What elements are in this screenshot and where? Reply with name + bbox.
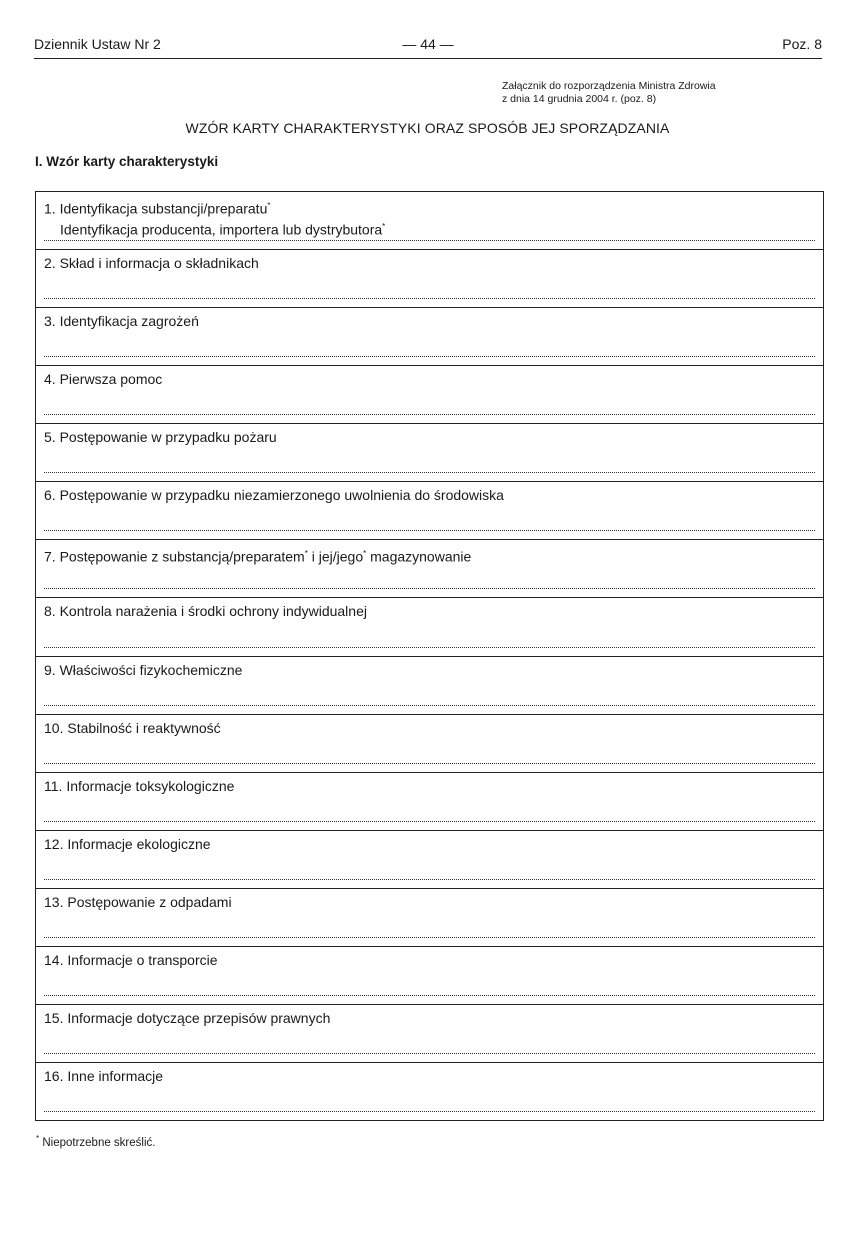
section-7-part-1: 7. Postępowanie z substancją/preparatem [44,549,305,566]
form-section-label: 3. Identyfikacja zagrożeń [44,313,199,330]
safety-data-sheet-form [35,191,824,1121]
section-7-part-3: magazynowanie [366,549,472,566]
dotted-entry-line[interactable] [44,763,815,764]
dotted-entry-line[interactable] [44,530,815,531]
form-section-label: 9. Właściwości fizykochemiczne [44,661,243,678]
form-section-12 [36,831,823,889]
dotted-entry-line[interactable] [44,588,815,589]
form-section-10 [36,715,823,773]
footnote-marker: * [382,221,386,231]
annex-line-2: z dnia 14 grudnia 2004 r. (poz. 8) [502,93,657,105]
footnote [36,1134,155,1149]
footnote-marker: * [267,201,271,210]
form-section-label: 2. Skład i informacja o składnikach [44,255,259,272]
dotted-entry-line[interactable] [44,356,815,357]
section-title: I. Wzór karty charakterystyki [35,154,219,169]
form-section-label: 14. Informacje o transporcie [44,951,218,968]
footnote-marker: * [304,549,308,559]
form-section-11 [36,773,823,831]
form-section-label: 10. Stabilność i reaktywność [44,719,221,736]
section-1-line-1: 1. Identyfikacja substancji/preparatu [44,200,268,217]
dotted-entry-line[interactable] [44,472,815,473]
page-number: — 44 — [402,36,454,52]
footnote-marker: * [363,549,367,559]
footnote-marker: * [36,1134,40,1143]
form-section-label: 6. Postępowanie w przypadku niezamierzonego uwolnienia do środowiska [44,487,504,504]
dotted-entry-line[interactable] [44,414,815,415]
position-number: Poz. 8 [782,36,822,52]
form-section-2 [36,250,823,308]
form-section-label: 4. Pierwsza pomoc [44,371,163,388]
dotted-entry-line[interactable] [44,647,815,648]
section-1-line-2-wrap [44,218,385,239]
form-section-9 [36,657,823,715]
journal-title: Dziennik Ustaw Nr 2 [34,36,161,52]
dotted-entry-line[interactable] [44,240,815,241]
form-section-5 [36,424,823,482]
dotted-entry-line[interactable] [44,879,815,880]
dotted-entry-line[interactable] [44,937,815,938]
dotted-entry-line[interactable] [44,821,815,822]
form-section-4 [36,366,823,424]
form-section-label: 12. Informacje ekologiczne [44,835,211,852]
annex-note [502,80,822,106]
dotted-entry-line[interactable] [44,1111,815,1112]
form-section-6 [36,482,823,540]
form-section-1 [36,192,823,250]
form-section-label: 15. Informacje dotyczące przepisów prawnych [44,1009,331,1026]
page-header [34,34,822,59]
section-7-part-2: i jej/jego [307,549,364,566]
form-section-13 [36,889,823,947]
form-section-15 [36,1005,823,1063]
form-section-label [44,545,471,566]
form-section-7 [36,540,823,598]
form-section-label: 11. Informacje toksykologiczne [44,777,235,794]
annex-line-1: Załącznik do rozporządzenia Ministra Zdrowia [502,80,716,92]
form-section-8 [36,598,823,656]
dotted-entry-line[interactable] [44,995,815,996]
form-section-16 [36,1063,823,1120]
form-section-label: 16. Inne informacje [44,1067,164,1084]
form-section-14 [36,947,823,1005]
form-section-3 [36,308,823,366]
dotted-entry-line[interactable] [44,705,815,706]
footnote-text: Niepotrzebne skreślić. [42,1136,156,1149]
form-section-label: 5. Postępowanie w przypadku pożaru [44,429,277,446]
form-section-label [44,197,385,238]
form-section-label: 13. Postępowanie z odpadami [44,893,232,910]
dotted-entry-line[interactable] [44,298,815,299]
document-title: WZÓR KARTY CHARAKTERYSTYKI ORAZ SPOSÓB JEJ SPORZĄDZANIA [185,120,670,136]
section-1-line-2: Identyfikacja producenta, importera lub dystrybutora [60,221,383,238]
form-section-label: 8. Kontrola narażenia i środki ochrony indywidualnej [44,603,367,620]
dotted-entry-line[interactable] [44,1053,815,1054]
